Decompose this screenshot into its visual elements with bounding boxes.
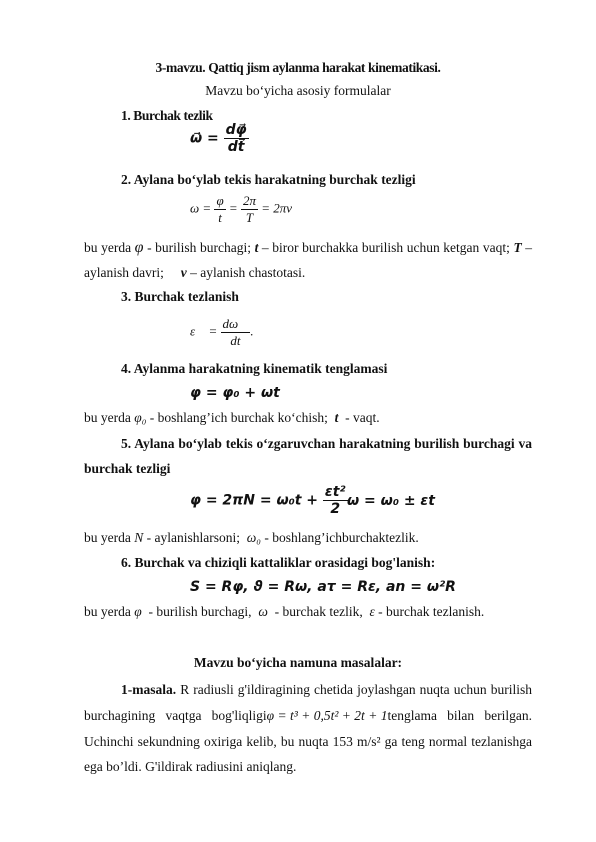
section-3-text: Burchak tezlanish <box>131 289 239 304</box>
formula-2-num-2: 2π <box>242 193 256 208</box>
desc-6-text-c: - burchak tezlik, <box>267 604 370 619</box>
formula-1-lhs: ω⃗ = <box>190 130 219 147</box>
page-title: 3-mavzu. Qattiq jism aylanma harakat kinematikasi. <box>155 60 441 75</box>
desc-2-T: T <box>513 240 522 255</box>
section-4-description <box>84 410 380 426</box>
formula-2-fraction-2 <box>241 193 258 226</box>
formula-kinematic-equation: φ = φ₀ + ωt <box>190 385 280 401</box>
formula-3-denominator: dt <box>230 333 241 348</box>
desc-5-text-b: - aylanishlarsoni; <box>143 530 247 545</box>
formula-5-fraction <box>323 484 348 517</box>
formula-2-lhs: ω = <box>190 200 215 216</box>
section-4-heading <box>121 361 387 377</box>
desc-6-epsilon: ε <box>369 604 375 619</box>
example-1-text-1: R radiusli g'ildiragining chetida joylashgan nuqta uchun burilish <box>176 682 532 697</box>
section-3-heading <box>121 289 239 305</box>
example-1-text-2b: tenglama bilan berilgan. <box>387 708 532 723</box>
formula-angular-velocity <box>190 122 249 155</box>
formula-1-denominator: dt⃗ <box>227 139 245 155</box>
formula-1-numerator: dφ⃗ <box>225 122 247 138</box>
section-6-heading <box>121 555 435 571</box>
formula-2-tail: = 2πν <box>257 200 293 216</box>
example-1-label: 1-masala. <box>121 682 177 697</box>
section-6-text: Burchak va chiziqli kattaliklar orasidagi bog'lanish: <box>131 555 436 570</box>
desc-5-text-a: bu yerda <box>84 530 135 545</box>
desc-2-text-e: aylanish davri; <box>84 265 181 280</box>
desc-2-text-f: – aylanish chastotasi. <box>186 265 306 280</box>
formula-uniform-angular-velocity <box>190 193 292 226</box>
desc-6-text-a: bu yerda <box>84 604 135 619</box>
section-4-text: Aylanma harakatning kinematik tenglamasi <box>131 361 388 376</box>
section-5-number: 5. <box>121 436 132 451</box>
formula-1-fraction <box>224 122 249 155</box>
example-1-line-1 <box>121 682 532 698</box>
section-6-description <box>84 604 484 620</box>
desc-6-text-d: - burchak tezlanish. <box>374 604 485 619</box>
example-1-line-4: ega bo’ldi. G'ildirak radiusini aniqlang. <box>84 759 297 774</box>
desc-5-N: N <box>134 530 144 545</box>
desc-6-text-b: - burilish burchagi, <box>141 604 259 619</box>
section-4-number: 4. <box>121 361 132 376</box>
section-5-description <box>84 530 419 546</box>
desc-2-phi: φ <box>134 239 144 256</box>
section-6-number: 6. <box>121 555 132 570</box>
example-1-line-2 <box>84 708 532 724</box>
example-1-equation: φ = t³ + 0,5t² + 2t + 1 <box>266 708 388 723</box>
desc-4-phi0: φ₀ <box>134 410 147 425</box>
formula-3-fraction <box>221 316 254 349</box>
section-5-heading-cont: burchak tezligi <box>84 461 171 476</box>
desc-2-text-c: – biror burchakka burilish uchun ketgan vaqt; <box>258 240 514 255</box>
formula-5-denominator: 2 <box>330 501 341 517</box>
formula-2-den-2: T <box>245 210 254 225</box>
formula-angular-acceleration <box>190 316 254 349</box>
desc-4-text-a: bu yerda <box>84 410 135 425</box>
desc-4-t: t <box>334 410 339 425</box>
formula-2-num-1: φ <box>216 193 224 208</box>
section-1-text: . Burchak tezlik <box>127 108 213 123</box>
formula-5-lhs: φ = 2πN = ω₀t + <box>190 492 323 509</box>
page-subtitle: Mavzu bo‘yicha asosiy formulalar <box>205 83 391 98</box>
desc-2-text-b: - burilish burchagi; <box>143 240 255 255</box>
section-2-description-line-1 <box>84 240 532 256</box>
desc-5-omega0: ω₀ <box>246 530 261 545</box>
example-1-line-3: Uchinchi sekundning oxiriga kelib, bu nuqta 153 m/s² ga teng normal tezlanishga <box>84 734 532 749</box>
desc-2-text-d: – <box>521 240 533 255</box>
formula-2-equals: = <box>225 200 241 216</box>
formula-rotation-angle <box>190 484 348 517</box>
formula-angular-velocity-variable: ω = ω₀ ± εt <box>347 493 435 509</box>
desc-4-text-c: - vaqt. <box>338 410 380 425</box>
section-5-heading <box>121 436 532 452</box>
formula-3-lhs: ε⃗ = <box>190 323 221 339</box>
section-2-heading <box>121 172 416 188</box>
section-2-text: . Aylana bo‘ylab tekis harakatning burchak tezligi <box>127 172 416 187</box>
desc-2-t: t <box>254 240 259 255</box>
formula-2-den-1: t <box>218 210 222 225</box>
section-2-number: 2 <box>121 172 128 187</box>
examples-heading: Mavzu bo‘yicha namuna masalalar: <box>193 655 403 670</box>
example-1-text-2a: burchagining vaqtga bog'liqligi <box>84 708 267 723</box>
section-2-description-line-2 <box>84 265 305 281</box>
desc-2-text-a: bu yerda <box>84 240 135 255</box>
formula-3-numerator: dω⃗ <box>222 316 249 331</box>
formula-2-fraction-1 <box>214 193 225 226</box>
formula-5-numerator: εt² <box>324 484 346 500</box>
desc-6-omega: ω <box>258 604 268 619</box>
desc-4-text-b: - boshlang’ich burchak ko‘chish; <box>146 410 335 425</box>
section-1-number: 1 <box>121 108 128 123</box>
section-3-number: 3. <box>121 289 132 304</box>
formula-angular-linear-relations: S = Rφ, ϑ = Rω, aτ = Rε, an = ω²R <box>190 579 456 595</box>
formula-3-tail: . <box>250 323 254 339</box>
desc-2-nu: ν <box>180 265 187 280</box>
desc-6-phi: φ <box>134 604 142 619</box>
desc-5-text-c: - boshlang’ichburchaktezlik. <box>260 530 419 545</box>
section-5-text: Aylana bo‘ylab tekis o‘zgaruvchan harakatning burilish burchagi va <box>131 436 532 451</box>
